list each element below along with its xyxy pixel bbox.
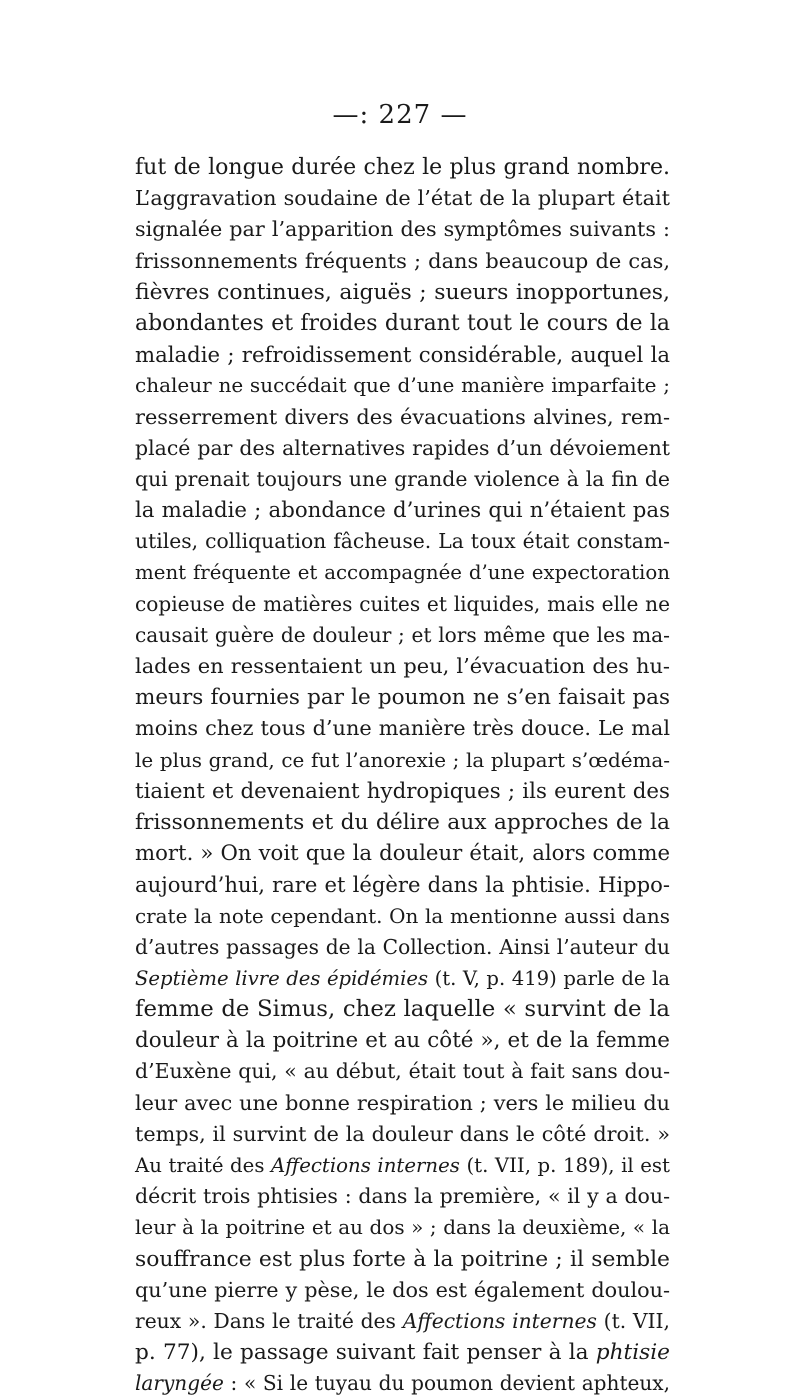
book-title-italic: Septième livre des épidémies bbox=[135, 966, 429, 990]
text-line: décrit trois phtisies : dans la première, « il y a dou- bbox=[135, 1184, 670, 1209]
text-line: signalée par l’apparition des symptômes suivants : bbox=[135, 217, 670, 242]
text-line: qu’une pierre y pèse, le dos est également doulou- bbox=[135, 1277, 670, 1302]
text-segment: p. 77), le passage suivant fait penser à la bbox=[135, 1340, 596, 1366]
text-line: ment fréquente et accompagnée d’une expectoration bbox=[135, 561, 670, 585]
text-line: frissonnements et du délire aux approches de la bbox=[135, 809, 670, 835]
text-segment: Au traité des bbox=[135, 1154, 271, 1177]
text-line: tiaient et devenaient hydropiques ; ils eurent des bbox=[135, 778, 670, 804]
text-line: fut de longue durée chez le plus grand nombre. bbox=[135, 155, 670, 180]
text-line: crate la note cependant. On la mentionne aussi dans bbox=[135, 904, 670, 928]
text-line bbox=[135, 1150, 670, 1181]
text-line: leur avec une bonne respiration ; vers le milieu du bbox=[135, 1090, 670, 1115]
term-italic: laryngée bbox=[135, 1371, 224, 1396]
text-line: moins chez tous d’une manière très douce. Le mal bbox=[135, 716, 670, 741]
text-line bbox=[135, 963, 670, 994]
text-line: souffrance est plus forte à la poitrine ; il semble bbox=[135, 1246, 670, 1272]
text-segment: (t. V, p. 419) parle de la bbox=[428, 966, 670, 990]
text-line: leur à la poitrine et au dos » ; dans la deuxième, « la bbox=[135, 1215, 670, 1240]
text-line: femme de Simus, chez laquelle « survint de la bbox=[135, 996, 670, 1023]
page-number: —: 227 — bbox=[332, 100, 468, 130]
book-title-italic: Affections internes bbox=[402, 1308, 597, 1333]
text-line: placé par des alternatives rapides d’un dévoiement bbox=[135, 435, 670, 460]
text-line: causait guère de douleur ; et lors même que les ma- bbox=[135, 622, 670, 647]
text-line: abondantes et froides durant tout le cours de la bbox=[135, 310, 670, 336]
text-line: chaleur ne succédait que d’une manière imparfaite ; bbox=[135, 373, 670, 398]
text-segment: reux ». Dans le traité des bbox=[135, 1308, 403, 1333]
text-line bbox=[135, 1368, 670, 1399]
text-line: temps, il survint de la douleur dans le côté droit. » bbox=[135, 1121, 670, 1146]
text-line: meurs fournies par le poumon ne s’en faisait pas bbox=[135, 685, 670, 711]
text-line: utiles, colliquation fâcheuse. La toux était constam- bbox=[135, 529, 670, 554]
text-segment: : « Si le tuyau du poumon devient aphteux, bbox=[223, 1371, 670, 1396]
text-line: fièvres continues, aiguës ; sueurs inopportunes, bbox=[135, 279, 670, 305]
text-line: aujourd’hui, rare et légère dans la phtisie. Hippo- bbox=[135, 872, 670, 898]
body-text bbox=[135, 152, 670, 1400]
text-line: lades en ressentaient un peu, l’évacuation des hu- bbox=[135, 654, 670, 678]
text-segment: (t. VII, bbox=[596, 1308, 671, 1333]
text-line: qui prenait toujours une grande violence à la fin de bbox=[135, 466, 670, 491]
text-line: la maladie ; abondance d’urines qui n’étaient pas bbox=[135, 498, 670, 524]
text-line: douleur à la poitrine et au côté », et de la femme bbox=[135, 1028, 670, 1054]
text-line: maladie ; refroidissement considérable, auquel la bbox=[135, 342, 670, 368]
text-line: mort. » On voit que la douleur était, alors comme bbox=[135, 841, 670, 867]
text-segment: (t. VII, p. 189), il est bbox=[459, 1154, 670, 1177]
book-title-italic: Affections internes bbox=[271, 1154, 460, 1177]
text-line: frissonnements fréquents ; dans beaucoup de cas, bbox=[135, 248, 670, 273]
text-line bbox=[135, 1306, 670, 1337]
text-line: resserrement divers des évacuations alvines, rem- bbox=[135, 404, 670, 429]
text-line: d’Euxène qui, « au début, était tout à fait sans dou- bbox=[135, 1059, 670, 1084]
text-line: L’aggravation soudaine de l’état de la plupart était bbox=[135, 186, 670, 211]
text-line: le plus grand, ce fut l’anorexie ; la plupart s’œdéma- bbox=[135, 748, 670, 772]
text-line: d’autres passages de la Collection. Ainsi l’auteur du bbox=[135, 934, 670, 959]
term-italic: phtisie bbox=[595, 1340, 670, 1366]
text-line bbox=[135, 1337, 670, 1368]
text-line: copieuse de matières cuites et liquides, mais elle ne bbox=[135, 591, 670, 616]
